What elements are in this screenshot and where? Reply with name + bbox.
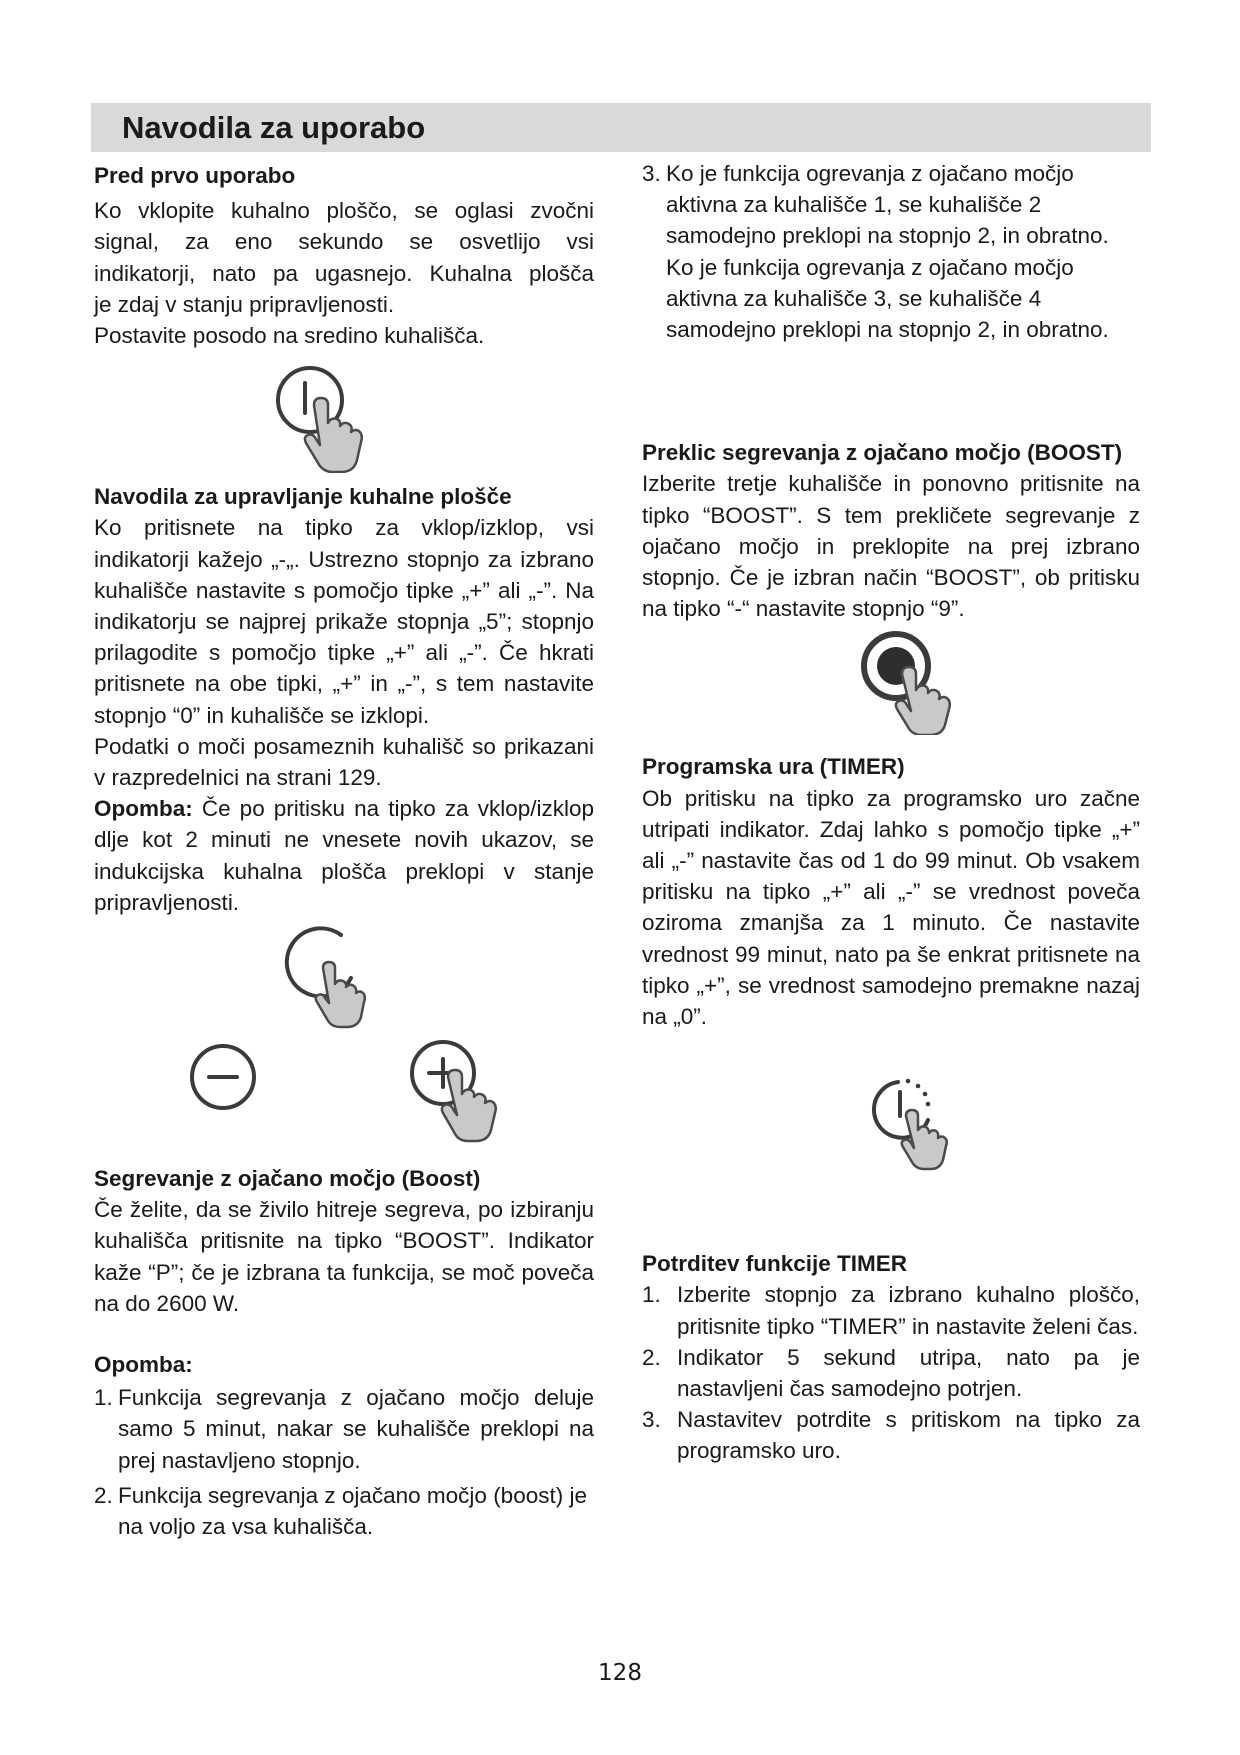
- boost-continued-list: [642, 158, 1140, 345]
- list-number: 2.: [94, 1482, 113, 1508]
- page-header: [91, 103, 1151, 152]
- timer-icon-area: [642, 1032, 1140, 1248]
- list-text: Indikator 5 sekund utripa, nato pa je nastavljeni čas samodejno potrjen.: [677, 1344, 1140, 1402]
- text-line: signal, za eno sekundo se osvetlijo vsi: [94, 229, 594, 255]
- section-title-boost-cancel: Preklic segrevanja z ojačano močjo (BOOST): [642, 440, 1123, 466]
- minus-button-icon: [186, 1040, 266, 1120]
- list-item: [94, 1480, 594, 1542]
- section-title-boost: Segrevanje z ojačano močjo (Boost): [94, 1166, 481, 1192]
- note-text: Če po pritisku na tipko za vklop/izklop dlje kot 2 minuti ne vnesete novih ukazov, se indukcijska kuhalna plošča preklopi v stanje pripravljenosti.: [94, 796, 594, 915]
- list-text: Ko je funkcija ogrevanja z ojačano močjo aktivna za kuhališče 1, se kuhališče 2 samodejno preklopi na stopnjo 2, in obratno. Ko je funkcija ogrevanja z ojačano močjo aktivna za kuhališče 3, se kuhališče 4 samodejno preklopi na stopnjo 2, in obratno.: [666, 161, 1109, 343]
- text-line: indikatorji, nato pa ugasnejo. Kuhalna plošča: [94, 260, 594, 286]
- list-text: Funkcija segrevanja z ojačano močjo deluje samo 5 minut, nakar se kuhališče preklopi na prej nastavljeno stopnjo.: [118, 1385, 594, 1473]
- timer-paragraph: Ob pritisku na tipko za programsko uro začne utripati indikator. Zdaj lahko s pomočjo tipke „+” ali „-” nastavite čas od 1 do 99 minut. Ob vsakem pritisku na tipko „+” ali „-” se vrednost poveča oziroma zmanjša za 1 minuto. Če nastavite vrednost 99 minut, nato pa še enkrat pritisnete na tipko „+”, se vrednost samodejno premakne nazaj na „0”.: [642, 785, 1140, 1030]
- list-item: [642, 1404, 1140, 1466]
- list-number: 1.: [94, 1385, 113, 1411]
- note-label: Opomba:: [94, 796, 193, 822]
- control-icons-area: [94, 918, 594, 1163]
- power-icon-area: [94, 351, 594, 481]
- left-column: [94, 160, 594, 1542]
- list-number: 3.: [642, 1407, 661, 1433]
- power-button-icon: [272, 363, 392, 473]
- section-title-control: Navodila za upravljanje kuhalne plošče: [94, 484, 512, 510]
- right-column: [642, 158, 1140, 1467]
- list-number: 3.: [642, 161, 661, 186]
- boost-icon-area: [642, 624, 1140, 749]
- list-item: [642, 158, 1140, 345]
- control-note: [94, 793, 594, 918]
- boost-button-icon: [860, 630, 970, 735]
- timer-button-icon: [870, 1074, 970, 1174]
- text-line: Ko vklopite kuhalno ploščo, se oglasi zvočni: [94, 198, 594, 224]
- boost-cancel-paragraph: Izberite tretje kuhališče in ponovno pritisnite na tipko “BOOST”. S tem prekličete segrevanje z ojačano močjo in preklopite na prej izbrano stopnjo. Če je izbran način “BOOST”, ob pritisku na tipko “-“ nastavite stopnjo “9”.: [642, 471, 1140, 622]
- knob-touch-icon: [279, 926, 389, 1031]
- list-text: Nastavitev potrdite s pritiskom na tipko za programsko uro.: [677, 1407, 1140, 1464]
- list-item: [642, 1279, 1140, 1341]
- timer-confirm-list: [642, 1279, 1140, 1466]
- section-title-timer: Programska ura (TIMER): [642, 754, 905, 780]
- list-number: 1.: [642, 1282, 661, 1308]
- control-paragraph: Ko pritisnete na tipko za vklop/izklop, vsi indikatorji kažejo „-„. Ustrezno stopnjo za izbrano kuhališče nastavite s pomočjo tipke „+” ali „-”. Na indikatorju se najprej prikaže stopnja „5”; stopnjo prilagodite s pomočjo tipke „+” ali „-”. Če hkrati pritisnete na obe tipki, „+” in „-”, s tem nastavite stopnjo “0” in kuhališče se izklopi.: [94, 515, 594, 728]
- page-title: Navodila za uporabo: [122, 110, 426, 145]
- plus-button-icon: [406, 1033, 516, 1143]
- list-item: [642, 1342, 1140, 1404]
- page-number: 128: [598, 1660, 642, 1686]
- text-line: je zdaj v stanju pripravljenosti.: [94, 291, 395, 317]
- boost-paragraph: Če želite, da se živilo hitreje segreva, po izbiranju kuhališča pritisnite na tipko “BOOST”. Indikator kaže “P”; če je izbrana ta funkcija, se moč poveča na do 2600 W.: [94, 1197, 594, 1316]
- first-use-paragraph: [94, 195, 594, 320]
- boost-note-list: [94, 1382, 594, 1542]
- list-text: Funkcija segrevanja z ojačano močjo (boost) je na voljo za vsa kuhališča.: [118, 1482, 587, 1540]
- list-item: [94, 1382, 594, 1476]
- list-text: Izberite stopnjo za izbrano kuhalno ploščo, pritisnite tipko “TIMER” in nastavite želeni čas.: [677, 1282, 1140, 1339]
- list-number: 2.: [642, 1344, 661, 1370]
- power-info-paragraph: Podatki o moči posameznih kuhališč so prikazani v razpredelnici na strani 129.: [94, 733, 594, 791]
- section-title-timer-confirm: Potrditev funkcije TIMER: [642, 1251, 908, 1277]
- section-title-first-use: Pred prvo uporabo: [94, 163, 296, 188]
- first-use-paragraph-2: Postavite posodo na sredino kuhališča.: [94, 323, 485, 349]
- section-title-note: Opomba:: [94, 1352, 193, 1378]
